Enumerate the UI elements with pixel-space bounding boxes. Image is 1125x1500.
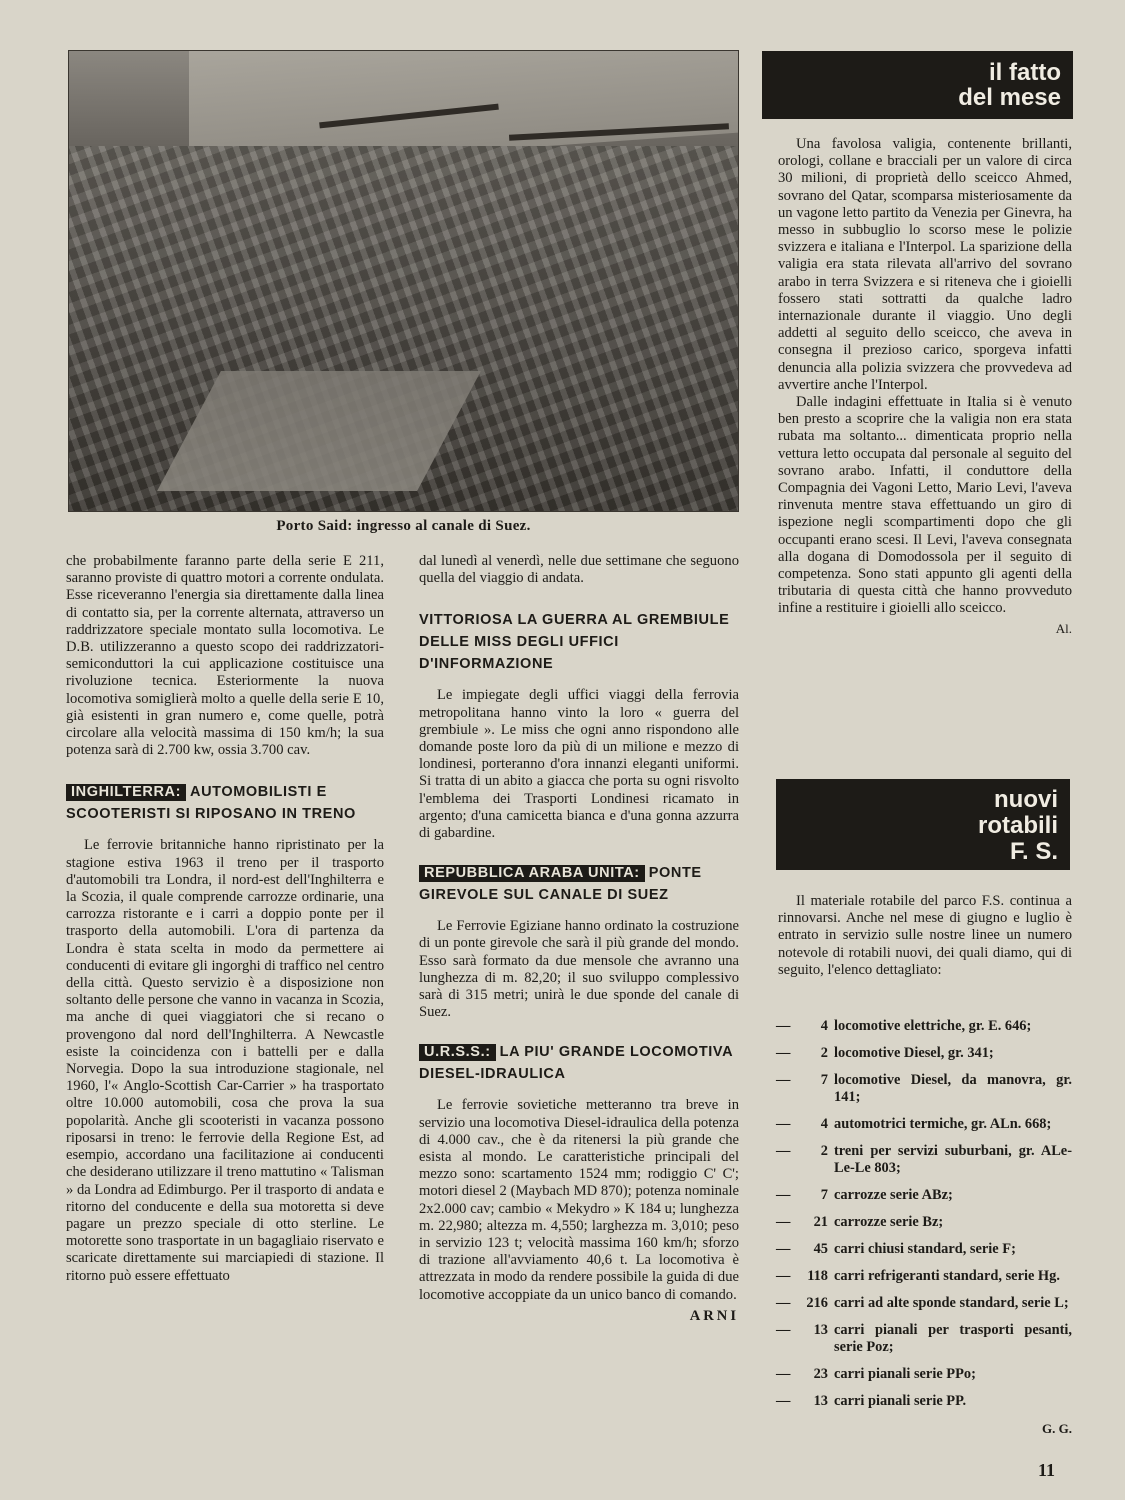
list-item-count: 4 (820, 1018, 828, 1034)
column-2 (419, 553, 739, 1325)
col1-body: Le ferrovie britanniche hanno ripristinato per la stagione estiva 1963 il treno per il trasporto d'automobili tra Londra, il nord-est dell'Inghilterra e la Scozia, il quale comprende carrozze ordinarie, una carrozza ristorante e i carri a doppio ponte per il trasporto della automobili. L'ora di partenza da Londra è stata scelta in modo da permettere ai conducenti di evitare gli ingorghi di traffico nel centro della città. Questo servizio è a disposizione non soltanto delle persone che vanno in vacanza in Scozia, ma anche di quei viaggiatori che si recano o provengono dal nord dell'Inghilterra. A Newcastle esiste la coincidenza con i battelli per e dalla Norvegia. Dopo la sua introduzione stagionale, nel 1960, l'« Anglo-Scottish Car-Carrier » ha trasportato oltre 10.000 automobili, cosa che prova la sua popolarità. Anche gli scooteristi in vacanza possono riposarsi in treno: le ferrovie della Regione Est, ad esempio, accordano una facilitazione ai conducenti che desiderano utilizzare il treno mattutino « Talisman » da Londra ad Edimburgo. Per il trasporto di andata e ritorno del conducente e della sua motoretta si deve pagare un prezzo speciale di otto sterline. Le motorette sono trasportate in un bagagliaio riservato e scaricate direttamente sui marciapiedi di stazione. Il ritorno può essere effettuato (66, 837, 384, 1284)
list-item (776, 1268, 1072, 1285)
heading-urss (419, 1041, 739, 1085)
list-item-dash: — (776, 1393, 791, 1409)
list-item (776, 1045, 1072, 1062)
list-item-dash: — (776, 1187, 791, 1203)
list-item-dash: — (776, 1268, 791, 1284)
list-item-count: 4 (820, 1116, 828, 1132)
list-item-text: carri chiusi standard, serie F; (834, 1241, 1016, 1257)
heading-tag: U.R.S.S.: (419, 1044, 496, 1061)
list-item-text: carri ad alte sponde standard, serie L; (834, 1295, 1069, 1311)
box-title-line: del mese (958, 84, 1061, 111)
list-item (776, 1214, 1072, 1231)
list-item (776, 1393, 1072, 1410)
list-item (776, 1072, 1072, 1106)
col3-p1: Una favolosa valigia, contenente brillanti, orologi, collane e bracciali per un valore di circa 30 milioni, di proprietà dello sceicco Ahmed, sovrano del Qatar, scomparsa misteriosamente da un vagone letto partito da Venezia per Ginevra, ha messo in subbuglio lo scorso mese le polizie svizzera e italiana e l'Interpol. La sparizione della valigia era stata rilevata all'arrivo del sovrano arabo in terra Svizzera e si riteneva che i gioielli fossero stati sottratti da qualche ladro internazionale durante il viaggio. Uno degli addetti al seguito dello sceicco, che aveva in consegna il prezioso carico, sporgeva infatti denuncia alla polizia svizzera che provvedeva ad avvertire anche l'Interpol. (778, 136, 1072, 393)
list-item-dash: — (776, 1366, 791, 1382)
col2-body3: Le ferrovie sovietiche metteranno tra breve in servizio una locomotiva Diesel-idraulica della potenza di 4.000 cav., che è da ritenersi la più grande che esista al mondo. Le caratteristiche principali del mezzo sono: scartamento 1524 mm; rodiggio C' C'; motori diesel 2 (Maybach MD 870); potenza nominale 2x2.000 cav; cambio « Mekydro » K 184 u; lunghezza m. 22,980; altezza m. 4,550; larghezza m. 3,010; peso in servizio 123 t; velocità massima 160 km/h; sforzo di trazione all'avviamento 40,6 t. La locomotiva è attrezzata in modo da rendere possibile la guida di due locomotive accoppiate da un unico banco di comando. (419, 1097, 739, 1303)
signature-gg: G. G. (1042, 1421, 1072, 1436)
list-item (776, 1366, 1072, 1383)
list-item-count: 2 (820, 1045, 828, 1061)
column-1 (66, 553, 384, 1285)
list-item-text: carri pianali serie PP. (834, 1393, 967, 1409)
col1-intro: che probabilmente faranno parte della serie E 211, saranno proviste di quattro motori a corrente ondulata. Esse riceveranno l'energia sia direttamente dalla linea di contatto sia, per la corrente alternata, attraverso un raddrizzatore speciale montato sulla locomotiva. Le D.B. utilizzeranno a questo scopo dei raddrizzatori-semiconduttori la cui applicazione costituisce una rivoluzione tecnica. Esteriormente la nuova locomotiva somiglierà molto a quelle della serie E 10, già esistenti in gran numero e, come quelle, potrà circolare alla velocità massima di 150 km/h; la sua potenza sarà di 2.700 kw, ossia 3.700 cav. (66, 553, 384, 759)
heading-inghilterra (66, 781, 384, 825)
list-item-dash: — (776, 1018, 791, 1034)
heading-text: AUTOMOBILISTI E SCOOTERISTI SI RIPOSANO IN TRENO (66, 784, 356, 823)
column-3-rotabili (778, 893, 1072, 979)
list-item-text: carri pianali per trasporti pesanti, serie Poz; (834, 1322, 1072, 1355)
list-item-count: 118 (807, 1268, 828, 1284)
list-item (776, 1018, 1072, 1035)
box-fatto-del-mese (762, 51, 1073, 119)
list-item (776, 1187, 1072, 1204)
list-item-count: 13 (813, 1393, 828, 1409)
list-item (776, 1241, 1072, 1258)
list-item-count: 13 (813, 1322, 828, 1338)
list-item-text: automotrici termiche, gr. ALn. 668; (834, 1116, 1052, 1132)
box-title-line: il fatto (989, 59, 1061, 86)
list-item-dash: — (776, 1045, 791, 1061)
box-title-line: rotabili (977, 812, 1058, 839)
list-item-text: carrozze serie ABz; (834, 1187, 953, 1203)
list-item-count: 2 (820, 1143, 828, 1159)
list-item-count: 216 (806, 1295, 828, 1311)
rolling-stock-list (776, 1018, 1072, 1437)
col2-body2: Le Ferrovie Egiziane hanno ordinato la costruzione di un ponte girevole che sarà il più grande del mondo. Esso sarà formato da due mensole che avranno una lunghezza di m. 82,20; il suo sviluppo complessivo sarà di 315 metri; unirà le due sponde del canale di Suez. (419, 918, 739, 1021)
list-item-dash: — (776, 1072, 791, 1088)
box-title-line: F. S. (1009, 838, 1058, 865)
list-item (776, 1322, 1072, 1356)
page-number: 11 (1038, 1460, 1056, 1480)
photo-caption: Porto Said: ingresso al canale di Suez. (276, 518, 531, 534)
list-item-text: locomotive Diesel, gr. 341; (834, 1045, 994, 1061)
list-item (776, 1143, 1072, 1177)
list-item-dash: — (776, 1143, 791, 1159)
heading-grembiule: VITTORIOSA LA GUERRA AL GREMBIULE DELLE MISS DEGLI UFFICI D'INFORMAZIONE (419, 612, 730, 673)
list-item (776, 1295, 1072, 1312)
list-item-dash: — (776, 1214, 791, 1230)
list-item-text: treni per servizi suburbani, gr. ALe-Le-Le 803; (834, 1143, 1072, 1176)
heading-text: LA PIU' GRANDE LOCOMOTIVA DIESEL-IDRAULICA (419, 1044, 733, 1083)
port-said-photo (68, 50, 739, 512)
heading-tag: REPUBBLICA ARABA UNITA: (419, 865, 645, 882)
list-item-count: 7 (820, 1072, 828, 1088)
col2-intro: dal lunedì al venerdì, nelle due settimane che seguono quella del viaggio di andata. (419, 553, 739, 587)
col3-p2: Dalle indagini effettuate in Italia si è venuto ben presto a scoprire che la valigia non era stata rubata ma soltanto... dimenticata proprio nella vettura letto occupata dal personale al seguito del sovrano arabo. Infatti, il conduttore della Compagnia dei Vagoni Letto, Mario Levi, l'aveva rinvenuta mentre stava effettuando un giro di ispezione negli scompartimenti dopo che gli occupanti erano scesi. Il Levi, l'aveva consegnata alla dogana di Domodossola per il seguito di competenza. Sono stati appunto gli agenti della tributaria di questa città che hanno provveduto infine a restituire i gioielli allo sceicco. (778, 394, 1072, 617)
list-item-text: carrozze serie Bz; (834, 1214, 944, 1230)
signature-al: Al. (1055, 620, 1072, 636)
list-item-text: locomotive elettriche, gr. E. 646; (834, 1018, 1032, 1034)
box-nuovi-rotabili (776, 779, 1070, 870)
heading-tag: INGHILTERRA: (66, 784, 186, 801)
col3b-intro: Il materiale rotabile del parco F.S. continua a rinnovarsi. Anche nel mese di giugno e luglio è entrato in servizio sulle nostre linee un numero notevole di rotabili nuovi, dei quali diamo, qui di seguito, l'elenco dettagliato: (778, 893, 1072, 978)
list-item-count: 7 (820, 1187, 828, 1203)
list-item-count: 45 (813, 1241, 828, 1257)
heading-text: PONTE GIREVOLE SUL CANALE DI SUEZ (419, 865, 702, 904)
list-item-text: locomotive Diesel, da manovra, gr. 141; (834, 1072, 1072, 1105)
column-3 (778, 136, 1072, 637)
list-item-dash: — (776, 1322, 791, 1338)
box-title-line: nuovi (994, 786, 1058, 813)
signature-arni: ARNI (689, 1307, 739, 1324)
list-item-dash: — (776, 1295, 791, 1311)
list-item-text: carri refrigeranti standard, serie Hg. (834, 1268, 1060, 1284)
list-item-count: 21 (813, 1214, 828, 1230)
list-item-dash: — (776, 1116, 791, 1132)
list-item-text: carri pianali serie PPo; (834, 1366, 976, 1382)
heading-rau (419, 862, 739, 906)
list-item (776, 1116, 1072, 1133)
list-item-dash: — (776, 1241, 791, 1257)
col2-body1: Le impiegate degli uffici viaggi della ferrovia metropolitana hanno vinto la loro « guerra del grembiule ». Le miss che ogni anno rispondono alle domande poste loro da più di un milione e mezzo di londinesi, porteranno d'ora innanzi eleganti uniformi. Si tratta di un abito a giacca che porta su ogni risvolto l'emblema dei Trasporti Londinesi ricamato in argento; d'una camicetta bianca e d'una gonna azzurra di gabardine. (419, 687, 739, 842)
list-item-count: 23 (813, 1366, 828, 1382)
